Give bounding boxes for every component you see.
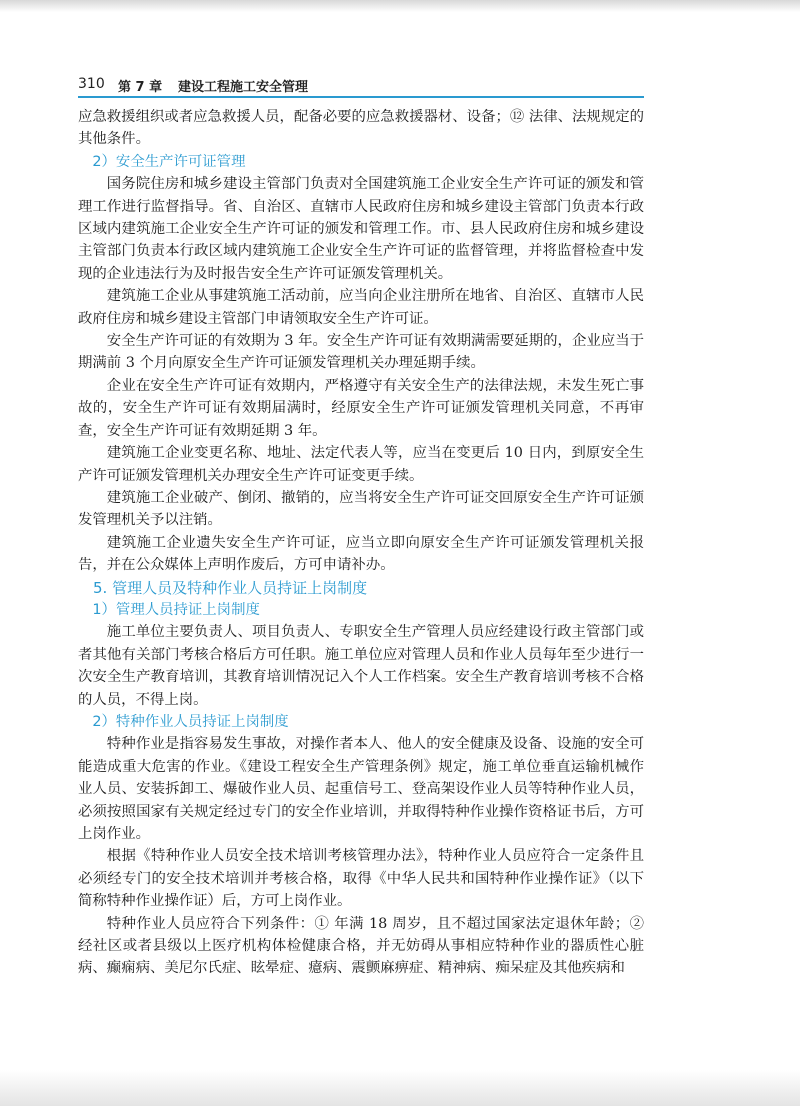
paragraph: 建筑施工企业变更名称、地址、法定代表人等，应当在变更后 10 日内，到原安全生产许可证颁发管理机关办理安全生产许可证变更手续。 (78, 445, 644, 484)
subsection-heading: 2）安全生产许可证管理 (92, 153, 246, 170)
chapter-title: 建设工程施工安全管理 (178, 80, 309, 95)
paragraph: 建筑施工企业破产、倒闭、撤销的，应当将安全生产许可证交回原安全生产许可证颁发管理机关予以注销。 (78, 489, 644, 529)
subsection-heading: 2）特种作业人员持证上岗制度 (92, 713, 289, 730)
paragraph: 建筑施工企业遗失安全生产许可证，应当立即向原安全生产许可证颁发管理机关报告，并在公众媒体上声明作废后，方可申请补办。 (78, 534, 644, 574)
paragraph: 国务院住房和城乡建设主管部门负责对全国建筑施工企业安全生产许可证的颁发和管理工作进行监督指导。省、自治区、直辖市人民政府住房和城乡建设主管部门负责本行政区域内建筑施工企业安全生产许可证的颁发和管理工作。市、县人民政府住房和城乡建设主管部门负责本行政区域内建筑施工企业安全生产许可证的监督管理，并将监督检查中发现的企业违法行为及时报告安全生产许可证颁发管理机关。 (78, 176, 644, 282)
section-heading: 5. 管理人员及特种作业人员持证上岗制度 (93, 578, 368, 597)
paragraph: 特种作业是指容易发生事故，对操作者本人、他人的安全健康及设备、设施的安全可能造成重大危害的作业。《建设工程安全生产管理条例》规定，施工单位垂直运输机械作业人员、安装拆卸工、爆破作业人员、起重信号工、登高架设作业人员等特种作业人员，必须按照国家有关规定经过专门的安全作业培训，并取得特种作业操作资格证书后，方可上岗作业。 (78, 736, 644, 842)
running-header (78, 70, 644, 96)
page-number: 310 (78, 76, 105, 92)
paragraph: 根据《特种作业人员安全技术培训考核管理办法》，特种作业人员应符合一定条件且必须经专门的安全技术培训并考核合格，取得《中华人民共和国特种作业操作证》（以下简称特种作业操作证）后，方可上岗作业。 (78, 848, 644, 910)
paragraph: 应急救援组织或者应急救援人员，配备必要的应急救援器材、设备；⑫ 法律、法规规定的其他条件。 (78, 109, 644, 148)
paragraph: 企业在安全生产许可证有效期内，严格遵守有关安全生产的法律法规，未发生死亡事故的，安全生产许可证有效期届满时，经原安全生产许可证颁发管理机关同意，不再审查，安全生产许可证有效期延期 3 年。 (78, 377, 644, 439)
paragraph: 特种作业人员应符合下列条件：① 年满 18 周岁，且不超过国家法定退休年龄；② 经社区或者县级以上医疗机构体检健康合格，并无妨碍从事相应特种作业的器质性心脏病、癫痫病、美尼尔氏症、眩晕症、癔病、震颤麻痹症、精神病、痴呆症及其他疾病和 (78, 915, 644, 977)
paragraph: 安全生产许可证的有效期为 3 年。安全生产许可证有效期满需要延期的，企业应当于期满前 3 个月向原安全生产许可证颁发管理机关办理延期手续。 (78, 333, 644, 372)
paragraph: 施工单位主要负责人、项目负责人、专职安全生产管理人员应经建设行政主管部门或者其他有关部门考核合格后方可任职。施工单位应对管理人员和作业人员每年至少进行一次安全生产教育培训，其教育培训情况记入个人工作档案。安全生产教育培训考核不合格的人员，不得上岗。 (78, 624, 644, 708)
body-text (78, 106, 644, 980)
scan-shadow-bottom (0, 1070, 800, 1106)
subsection-heading: 1）管理人员持证上岗制度 (92, 601, 260, 618)
scan-shadow-top (0, 0, 800, 12)
chapter-label: 第 7 章 (118, 80, 163, 95)
paragraph: 建筑施工企业从事建筑施工活动前，应当向企业注册所在地省、自治区、直辖市人民政府住房和城乡建设主管部门申请领取安全生产许可证。 (78, 288, 644, 327)
header-rule (78, 96, 644, 98)
